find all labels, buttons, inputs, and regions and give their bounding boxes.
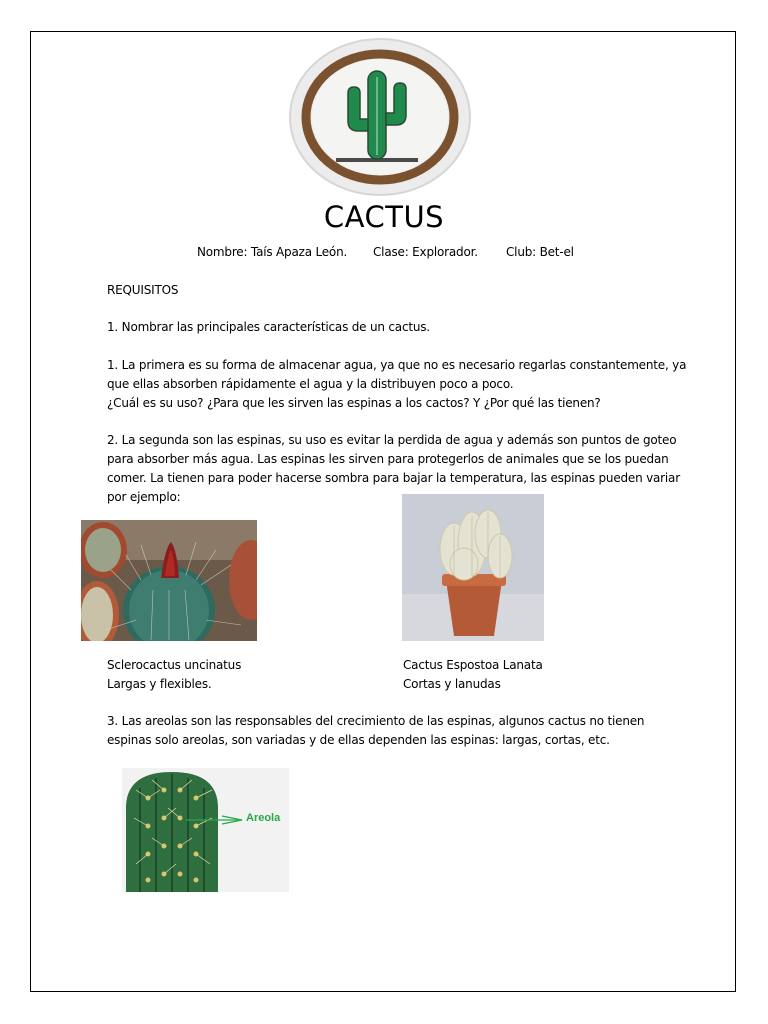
item1-answer [107,356,687,413]
species-name: Cactus Espostoa Lanata [403,658,543,672]
paragraph-line: que ellas absorben rápidamente el agua y la distribuyen poco a poco. [107,377,514,391]
paragraph-line: comer. La tienen para poder hacerse sombra para bajar la temperatura, las espinas pueden variar [107,471,680,485]
caption-left [107,656,367,694]
paragraph-line: 1. La primera es su forma de almacenar agua, ya que no es necesario regarlas constantemente, ya [107,358,687,372]
student-info [0,243,768,262]
item2-paragraph [107,431,680,507]
areola-figure [122,768,289,892]
item3-paragraph [107,712,667,750]
espostoa-photo [402,494,544,641]
paragraph-line: espinas solo areolas, son variadas y de ellas dependen las espinas: largas, cortas, etc. [107,733,610,747]
section-heading: REQUISITOS [107,283,179,297]
student-name: Nombre: Taís Apaza León. [197,245,348,259]
areola-photo [122,768,289,892]
paragraph-line: por ejemplo: [107,490,181,504]
page-title: CACTUS [323,200,445,234]
paragraph-line: para absorber más agua. Las espinas les sirven para protegerlos de animales que se los puedan [107,452,669,466]
paragraph-line: ¿Cuál es su uso? ¿Para que les sirven las espinas a los cactos? Y ¿Por qué las tienen? [107,396,601,410]
paragraph-line: 3. Las areolas son las responsables del crecimiento de las espinas, algunos cactus no tienen [107,714,645,728]
sclerocactus-photo [81,520,257,641]
species-description: Largas y flexibles. [107,677,212,691]
item1-question: 1. Nombrar las principales características de un cactus. [107,320,430,334]
student-club: Club: Bet-el [506,245,574,259]
cactus-badge-icon [288,37,472,197]
caption-right [403,656,663,694]
student-class: Clase: Explorador. [373,245,478,259]
areola-label: Areola [246,812,281,824]
paragraph-line: 2. La segunda son las espinas, su uso es evitar la perdida de agua y además son puntos de goteo [107,433,677,447]
species-name: Sclerocactus uncinatus [107,658,242,672]
species-description: Cortas y lanudas [403,677,501,691]
